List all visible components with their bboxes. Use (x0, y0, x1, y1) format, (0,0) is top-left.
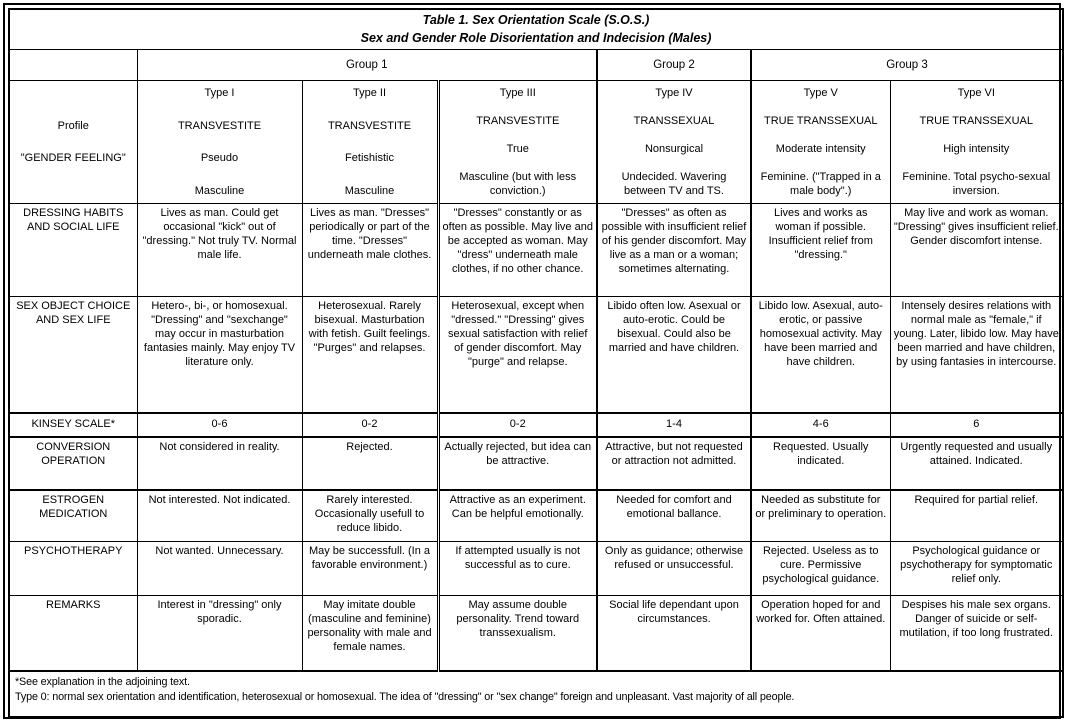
type-label: Type III (499, 87, 536, 99)
cell: Not wanted. Unnecessary. (137, 542, 302, 596)
cell: If attempted usually is not successful as to cure. (438, 542, 597, 596)
cell: Interest in "dressing" only sporadic. (137, 596, 302, 671)
cell: May imitate double (masculine and feminine) personality with male and female names. (302, 596, 438, 671)
profile-name: TRANSVESTITE (177, 119, 262, 132)
cell: Psychological guidance or psychotherapy for symptomatic relief only. (890, 542, 1063, 596)
row-psychotherapy (9, 542, 1063, 596)
cell: "Dresses" constantly or as often as possible. May live and be accepted as woman. May "dress" underneath male clothes, if no other chance. (438, 204, 597, 297)
profile-subtype: Nonsurgical (644, 142, 704, 155)
cell: Hetero-, bi-, or homosexual. "Dressing" and "sexchange" may occur in masturbation fantasies mainly. May enjoy TV literature only. (137, 297, 302, 413)
group-header-1: Group 1 (137, 50, 597, 81)
cell: 0-6 (137, 413, 302, 437)
row-label: ESTROGEN MEDICATION (9, 490, 137, 542)
cell: Libido often low. Asexual or auto-erotic. Could be bisexual. Could also be married and have children. (597, 297, 751, 413)
profile-cell-type-i (137, 81, 302, 204)
cell: Attractive, but not requested or attraction not admitted. (597, 437, 751, 490)
cell: Not interested. Not indicated. (137, 490, 302, 542)
profile-name: TRANSVESTITE (327, 119, 412, 132)
cell: Attractive as an experiment. Can be helpful emotionally. (438, 490, 597, 542)
cell: 4-6 (751, 413, 890, 437)
profile-label-line1: Profile (57, 119, 89, 132)
cell: "Dresses" as often as possible with insufficient relief of his gender discomfort. May live as a man or a woman; sometimes alternating. (597, 204, 751, 297)
cell: Needed for comfort and emotional ballance. (597, 490, 751, 542)
cell: Not considered in reality. (137, 437, 302, 490)
row-estrogen-medication (9, 490, 1063, 542)
cell: 0-2 (302, 413, 438, 437)
cell: 0-2 (438, 413, 597, 437)
cell: Lives and works as woman if possible. Insufficient relief from "dressing." (751, 204, 890, 297)
profile-subtype: Pseudo (200, 152, 239, 165)
row-label: REMARKS (9, 596, 137, 671)
footnotes-cell (9, 671, 1063, 717)
row-kinsey-scale (9, 413, 1063, 437)
row-label: SEX OBJECT CHOICE AND SEX LIFE (9, 297, 137, 413)
footnote-line1: *See explanation in the adjoining text. (15, 675, 190, 688)
type-label: Type V (803, 87, 838, 99)
cell: Rarely interested. Occasionally usefull to reduce libido. (302, 490, 438, 542)
cell: Requested. Usually indicated. (751, 437, 890, 490)
row-dressing-habits (9, 204, 1063, 297)
cell: May assume double personality. Trend toward transsexualism. (438, 596, 597, 671)
profile-cell-type-iv (597, 81, 751, 204)
cell: Lives as man. Could get occasional "kick" out of "dressing." Not truly TV. Normal male life. (137, 204, 302, 297)
profile-name: TRANSVESTITE (476, 114, 560, 127)
group-header-3: Group 3 (751, 50, 1063, 81)
profile-subtype: Fetishistic (345, 152, 394, 165)
table-title-cell (9, 9, 1063, 50)
cell: Social life dependant upon circumstances. (597, 596, 751, 671)
profile-feeling: Undecided. Wavering between TV and TS. (621, 170, 727, 197)
row-label: KINSEY SCALE* (9, 413, 137, 437)
row-label: CONVERSION OPERATION (9, 437, 137, 490)
footnotes-row (9, 671, 1063, 717)
profile-name: TRUE TRANSSEXUAL (919, 114, 1033, 127)
footnote-line2: Type 0: normal sex orientation and identification, heterosexual or homosexual. The idea of "dressing" or "sex change" foreign and unpleasant. Vast majority of all people. (15, 691, 795, 704)
profile-feeling: Masculine (194, 184, 245, 197)
cell: Urgently requested and usually attained. Indicated. (890, 437, 1063, 490)
row-sex-object-choice (9, 297, 1063, 413)
profile-cell-type-vi (890, 81, 1063, 204)
spacer (12, 184, 135, 198)
profile-subtype: High intensity (943, 142, 1010, 155)
cell: Intensely desires relations with normal male as "female," if young. Later, libido low. May have been married and have children, by using fantasies in intercourse. (890, 297, 1063, 413)
cell: 1-4 (597, 413, 751, 437)
profile-feeling: Feminine. ("Trapped in a male body".) (760, 170, 881, 197)
spacer (12, 86, 135, 100)
profile-cell-type-iii (438, 81, 597, 204)
corner-cell (9, 50, 137, 81)
cell: May be successfull. (In a favorable environment.) (302, 542, 438, 596)
profile-row (9, 81, 1063, 204)
table-title-line2: Sex and Gender Role Disorientation and Indecision (Males) (360, 30, 712, 45)
table-title-line1: Table 1. Sex Orientation Scale (S.O.S.) (422, 13, 650, 27)
cell: May live and work as woman. "Dressing" gives insufficient relief. Gender discomfort intense. (890, 204, 1063, 297)
type-label: Type II (352, 87, 387, 99)
profile-label-line2: "GENDER FEELING" (20, 152, 126, 165)
type-label: Type VI (957, 87, 995, 99)
row-conversion-operation (9, 437, 1063, 490)
profile-name: TRANSSEXUAL (633, 114, 715, 127)
type-label: Type I (204, 87, 235, 99)
profile-feeling: Masculine (344, 184, 395, 197)
profile-row-label-cell (9, 81, 137, 204)
type-label: Type IV (655, 87, 693, 99)
profile-feeling: Masculine (but with less conviction.) (459, 170, 577, 197)
cell: Libido low. Asexual, auto-erotic, or passive homosexual activity. May have been married and have children. (751, 297, 890, 413)
cell: Despises his male sex organs. Danger of suicide or self-mutilation, if too long frustrated. (890, 596, 1063, 671)
table-outer-frame (3, 3, 1061, 719)
cell: Heterosexual. Rarely bisexual. Masturbation with fetish. Guilt feelings. "Purges" and relapses. (302, 297, 438, 413)
cell: Rejected. Useless as to cure. Permissive psychological guidance. (751, 542, 890, 596)
cell: Actually rejected, but idea can be attractive. (438, 437, 597, 490)
cell: Required for partial relief. (890, 490, 1063, 542)
profile-cell-type-v (751, 81, 890, 204)
cell: Operation hoped for and worked for. Often attained. (751, 596, 890, 671)
profile-subtype: True (506, 142, 529, 155)
group-header-row (9, 50, 1063, 81)
profile-subtype: Moderate intensity (775, 142, 866, 155)
cell: Needed as substitute for or preliminary to operation. (751, 490, 890, 542)
profile-feeling: Feminine. Total psycho-sexual inversion. (902, 170, 1051, 197)
cell: 6 (890, 413, 1063, 437)
row-remarks (9, 596, 1063, 671)
title-row (9, 9, 1063, 50)
group-header-2: Group 2 (597, 50, 751, 81)
cell: Heterosexual, except when "dressed." "Dressing" gives sexual satisfaction with relief of gender discomfort. May "purge" and relapse. (438, 297, 597, 413)
profile-cell-type-ii (302, 81, 438, 204)
row-label: PSYCHOTHERAPY (9, 542, 137, 596)
profile-name: TRUE TRANSSEXUAL (764, 114, 878, 127)
sex-orientation-scale-table (8, 8, 1064, 718)
cell: Rejected. (302, 437, 438, 490)
cell: Lives as man. "Dresses" periodically or part of the time. "Dresses" underneath male clothes. (302, 204, 438, 297)
row-label: DRESSING HABITS AND SOCIAL LIFE (9, 204, 137, 297)
cell: Only as guidance; otherwise refused or unsuccessful. (597, 542, 751, 596)
